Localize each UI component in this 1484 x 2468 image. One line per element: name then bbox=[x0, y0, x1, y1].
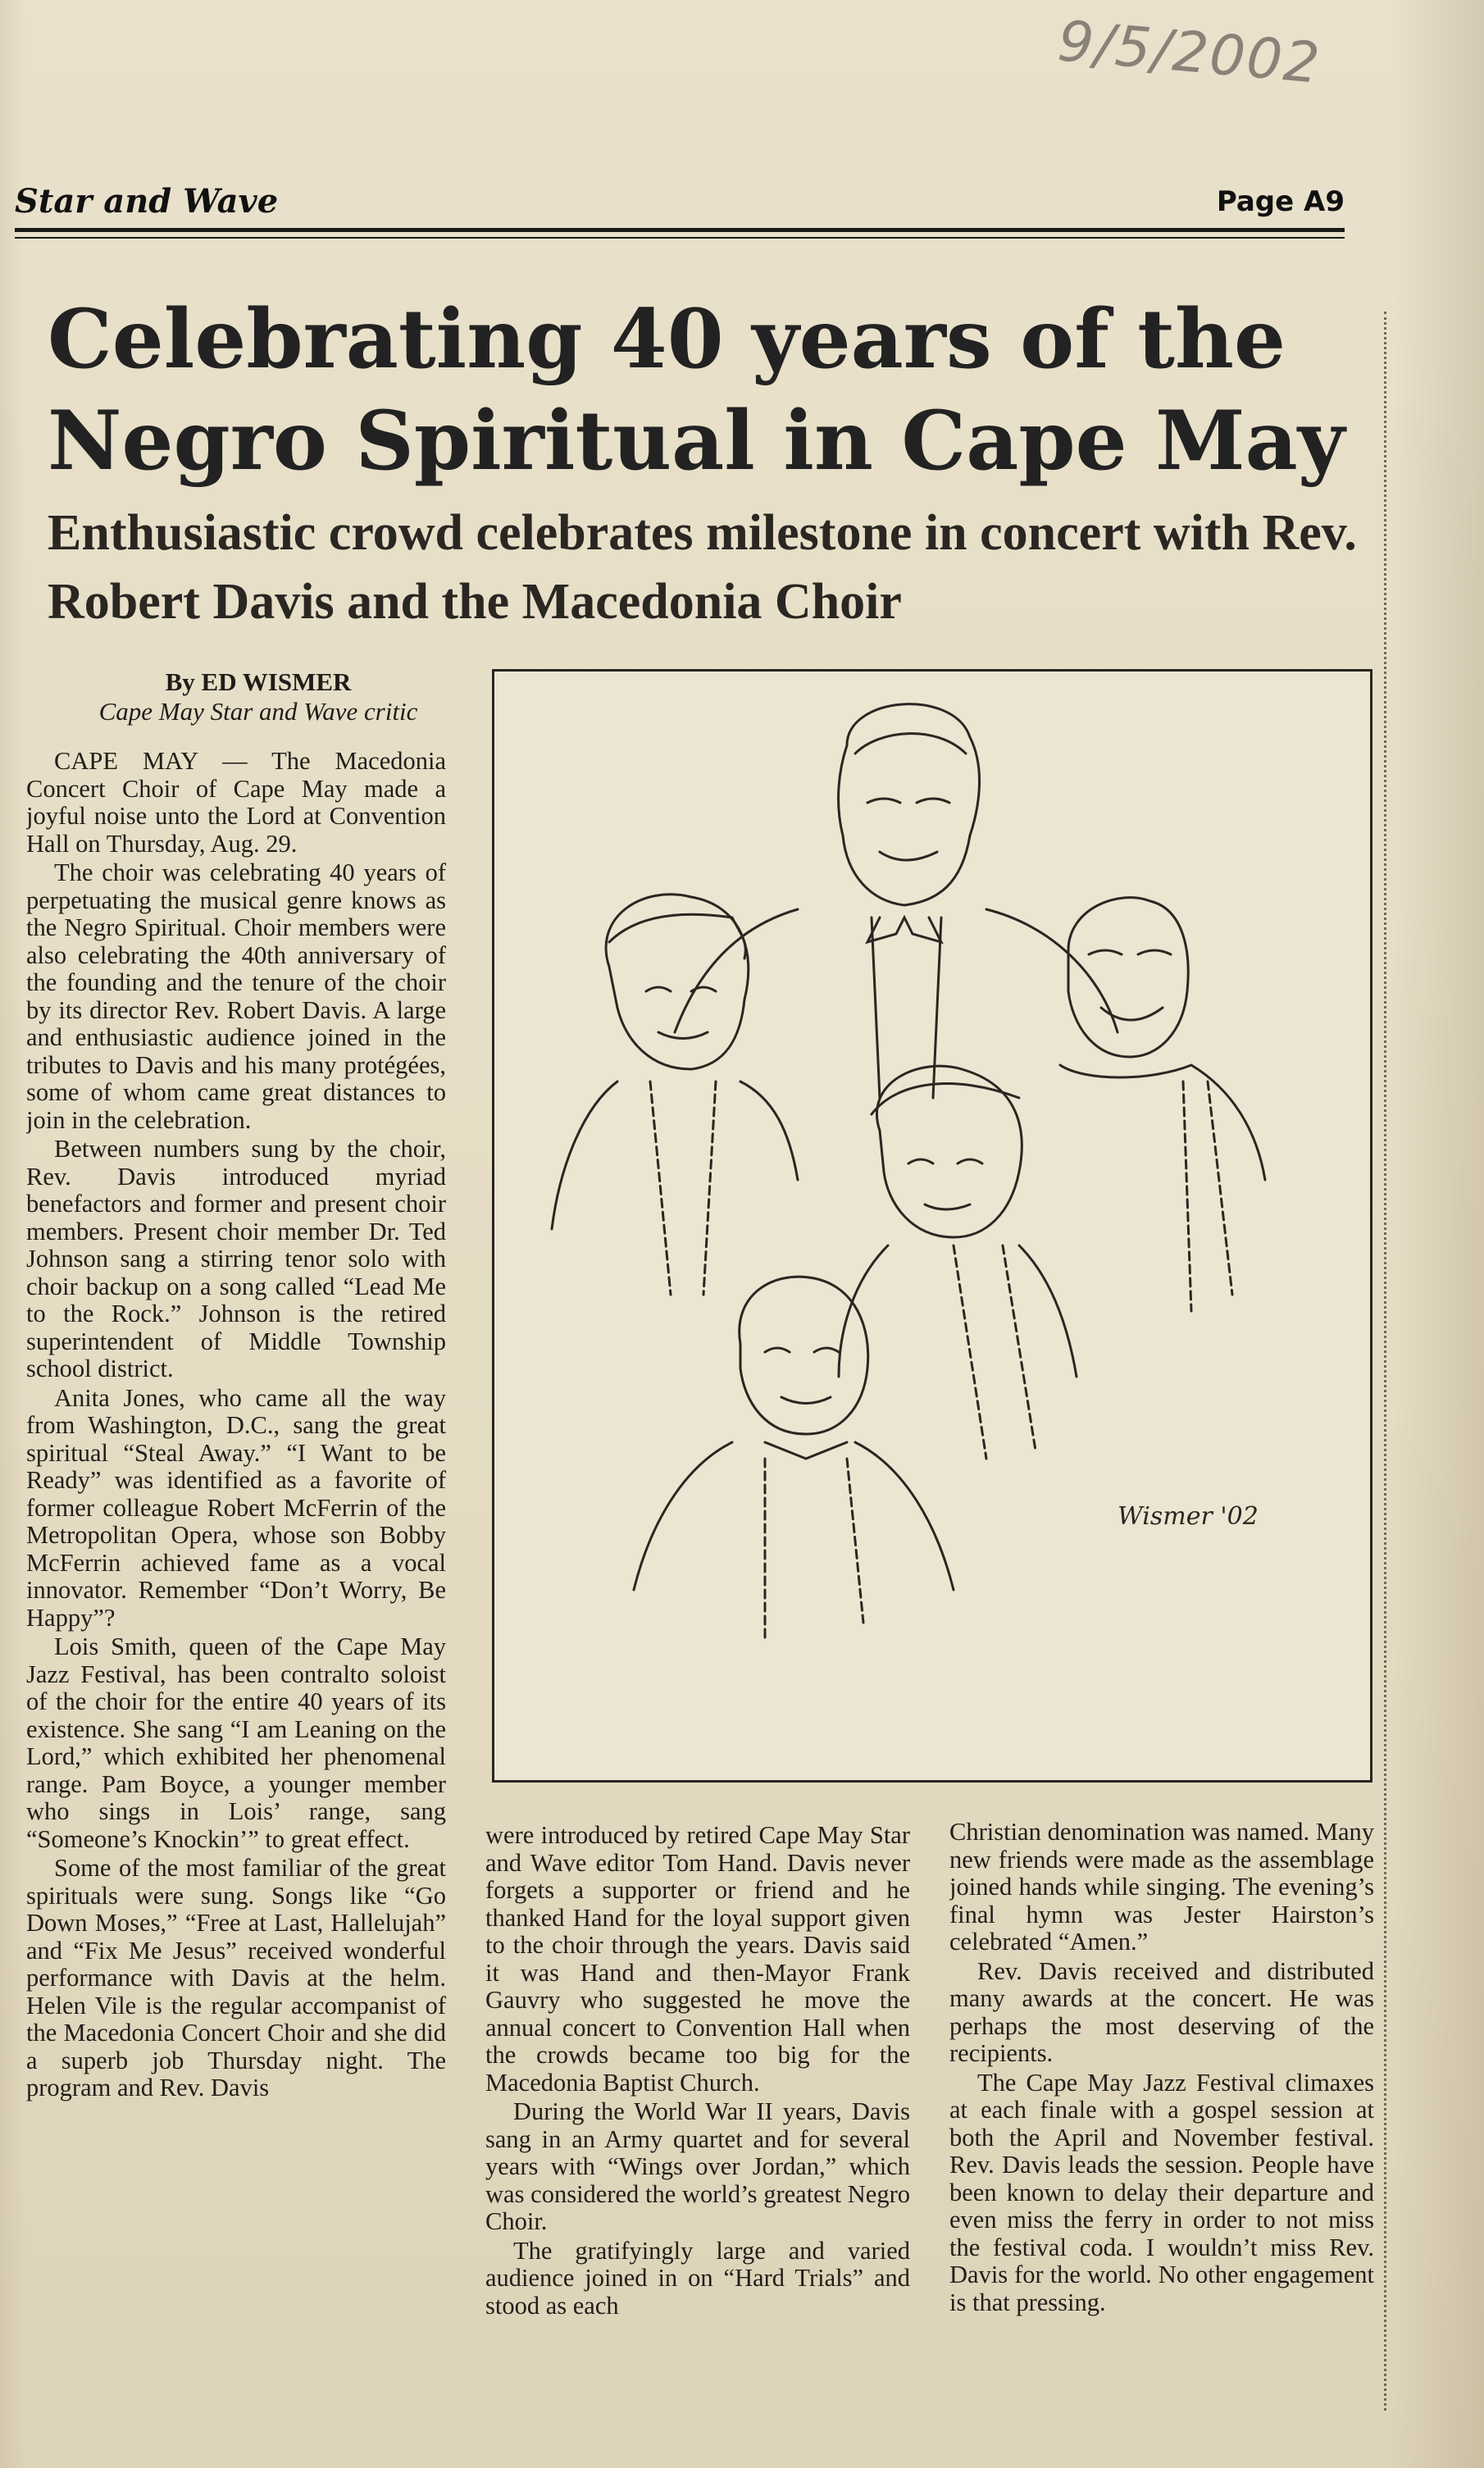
paragraph: The choir was celebrating 40 years of perpetuating the musical genre knows as the Negro Spiritual. Choir members were also celebrating the 40th anniversary of the founding and the tenure of the choir by its director Rev. Robert Davis. A large and enthusiastic audience joined in the tributes to Davis and his many protégées, some of whom came great distances to join in the celebration. bbox=[26, 858, 446, 1134]
paragraph: Some of the most familiar of the great spirituals were sung. Songs like “Go Down Moses,” “Free at Last, Hallelujah” and “Fix Me Jesus” received wonderful performance with Davis at the helm. Helen Vile is the regular accompanist of the Macedonia Concert Choir and she did a superb job Thursday night. The program and Rev. Davis bbox=[26, 1854, 446, 2101]
choir-drawing-icon bbox=[494, 672, 1370, 1780]
masthead-rule-thin bbox=[15, 237, 1345, 239]
choir-illustration bbox=[492, 669, 1372, 1783]
article-column-3 bbox=[949, 1819, 1374, 2450]
page-number: Page A9 bbox=[1216, 185, 1345, 218]
masthead-rule bbox=[15, 228, 1345, 232]
paragraph: During the World War II years, Davis sang in an Army quartet and for several years with “Wings over Jordan,” which was considered the world’s greatest Negro Choir. bbox=[485, 2097, 910, 2235]
illustration-signature: Wismer '02 bbox=[1118, 1502, 1259, 1531]
paragraph: Lois Smith, queen of the Cape May Jazz Festival, has been contralto soloist of the choir for the entire 40 years of its existence. She sang “I am Leaning on the Lord,” which exhibited her phenomenal range. Pam Boyce, a younger member who sings in Lois’ range, sang “Someone’s Knockin’” to great effect. bbox=[26, 1632, 446, 1853]
paragraph: Between numbers sung by the choir, Rev. Davis introduced myriad benefactors and former and present choir members. Present choir member Dr. Ted Johnson sang a stirring tenor solo with choir backup on a song called “Lead Me to the Rock.” Johnson is the retired superintendent of Middle Township school district. bbox=[26, 1135, 446, 1382]
article-column-2 bbox=[485, 1822, 910, 2453]
paragraph: Anita Jones, who came all the way from Washington, D.C., sang the great spiritual “Steal Away.” “I Want to be Ready” was identified as a favorite of former colleague Robert McFerrin of the Metropolitan Opera, whose son Bobby McFerrin achieved fame as a vocal innovator. Remember “Don’t Worry, Be Happy”? bbox=[26, 1383, 446, 1632]
article-column-1 bbox=[26, 748, 446, 2453]
subheadline: Enthusiastic crowd celebrates milestone in concert with Rev. Robert Davis and the Macedonia Choir bbox=[48, 505, 1357, 630]
byline bbox=[49, 667, 467, 726]
headline: Celebrating 40 years of the Negro Spiritual in Cape May bbox=[48, 292, 1345, 489]
byline-author: By ED WISMER bbox=[165, 667, 352, 696]
paragraph: The gratifyingly large and varied audience joined in on “Hard Trials” and stood as each bbox=[485, 2236, 910, 2320]
column-dotted-border bbox=[1384, 312, 1386, 2411]
paragraph: Rev. Davis received and distributed many awards at the concert. He was perhaps the most deserving of the recipients. bbox=[949, 1956, 1374, 2067]
paragraph: were introduced by retired Cape May Star and Wave editor Tom Hand. Davis never forgets a supporter or friend and he thanked Hand for the loyal support given to the choir through the years. Davis said it was Hand and then-Mayor Frank Gauvry who suggested he move the annual concert to Convention Hall when the crowds became too big for the Macedonia Baptist Church. bbox=[485, 1822, 910, 2097]
paragraph: Christian denomination was named. Many new friends were made as the assemblage joined hands while singing. The evening’s final hymn was Jester Hairston’s celebrated “Amen.” bbox=[949, 1819, 1374, 1956]
paragraph: The Cape May Jazz Festival climaxes at each finale with a gospel session at both the April and November festival. Rev. Davis leads the session. People have been known to delay their departure and even miss the ferry in order to not miss the festival coda. I wouldn’t miss Rev. Davis for the world. No other engagement is that pressing. bbox=[949, 2068, 1374, 2316]
masthead-paper-name: Star and Wave bbox=[15, 182, 279, 221]
paragraph: CAPE MAY — The Macedonia Concert Choir of Cape May made a joyful noise unto the Lord at Convention Hall on Thursday, Aug. 29. bbox=[26, 748, 446, 858]
handwritten-date: 9/5/2002 bbox=[1055, 9, 1324, 97]
byline-role: Cape May Star and Wave critic bbox=[98, 697, 418, 726]
